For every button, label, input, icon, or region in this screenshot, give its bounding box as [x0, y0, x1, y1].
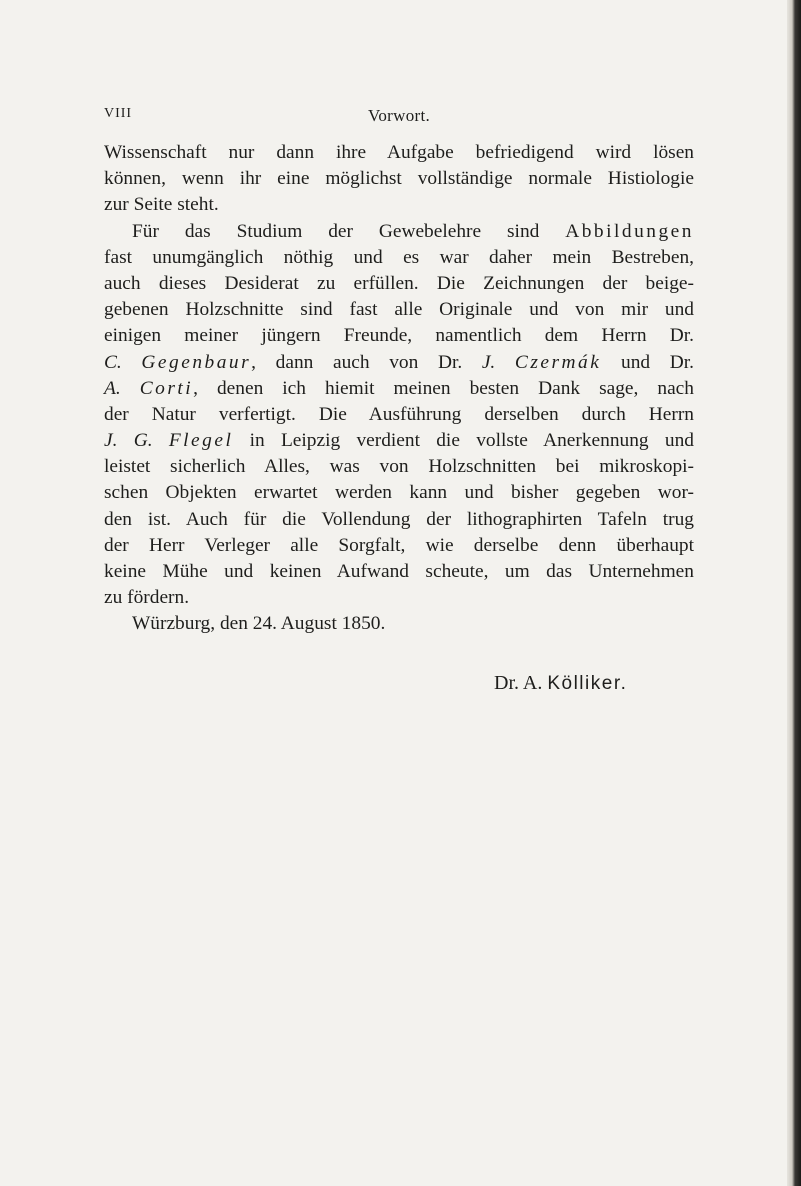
text-fragment: Wissenschaft nur dann ihre Aufgabe befriedigend wird lösen [104, 142, 694, 163]
page-number: VIII [104, 106, 133, 121]
text-line [104, 323, 694, 349]
running-title: Vorwort. [367, 106, 431, 125]
text-line [104, 507, 694, 533]
page-header [104, 106, 694, 128]
text-fragment: keine Mühe und keinen Aufwand scheute, um das Unternehmen [104, 561, 694, 582]
text-fragment: Abbildungen [565, 220, 694, 242]
text-fragment: der Natur verfertigt. Die Ausführung derselben durch Herrn [104, 403, 694, 425]
text-fragment: Corti [139, 377, 194, 399]
text-fragment: J. [481, 351, 515, 373]
signature [494, 672, 627, 695]
text-fragment: Würzburg, den 24. August 1850. [132, 613, 386, 635]
text-line [104, 454, 694, 480]
text-fragment: in Leipzig verdient die vollste Anerkennung und [233, 430, 694, 452]
text-fragment: C. [104, 351, 142, 373]
text-fragment: leistet sicherlich Alles, was von Holzschnitten bei mikroskopi- [104, 456, 694, 478]
text-fragment: fast unumgänglich nöthig und es war daher mein Bestreben, [104, 246, 694, 268]
text-line [104, 585, 694, 611]
page-edge [787, 0, 801, 1186]
text-fragment: können, wenn ihr eine möglichst vollständige normale Histiologie [104, 168, 694, 190]
text-fragment: Gegenbaur [141, 351, 252, 373]
text-fragment: Czermák [514, 351, 602, 373]
text-fragment: zur Seite steht. [104, 194, 219, 216]
text-line [104, 271, 694, 297]
preface-body [104, 140, 694, 638]
signature-name: Kölliker. [547, 673, 628, 694]
text-fragment: J. G. [104, 430, 169, 452]
text-line [104, 480, 694, 506]
text-fragment: , denen ich hiemit meinen besten Dank sage, nach [193, 377, 694, 399]
text-line [104, 192, 694, 218]
signature-prefix: Dr. A. [494, 672, 548, 694]
text-line [104, 428, 694, 454]
text-fragment: gebenen Holzschnitte sind fast alle Originale und von mir und [104, 299, 694, 321]
text-line [104, 376, 694, 402]
text-fragment: auch dieses Desiderat zu erfüllen. Die Zeichnungen der beige- [104, 272, 694, 294]
text-line [104, 297, 694, 323]
text-line [104, 219, 694, 245]
text-fragment: den ist. Auch für die Vollendung der lithographirten Tafeln trug [104, 508, 694, 530]
text-line [104, 166, 694, 192]
text-fragment: einigen meiner jüngern Freunde, namentlich dem Herrn Dr. [104, 325, 694, 347]
text-fragment: Für das Studium der Gewebelehre sind [132, 220, 566, 242]
text-fragment: zu fördern. [104, 587, 190, 609]
text-line [104, 350, 694, 376]
text-line [104, 140, 694, 166]
text-fragment: schen Objekten erwartet werden kann und bisher gegeben wor- [104, 482, 694, 504]
text-line [104, 402, 694, 428]
text-fragment: A. [104, 377, 140, 399]
text-fragment: der Herr Verleger alle Sorgfalt, wie derselbe denn überhaupt [104, 534, 694, 556]
text-line [104, 611, 694, 637]
text-fragment: , dann auch von Dr. [251, 351, 482, 373]
text-fragment: und Dr. [601, 351, 694, 373]
text-fragment: Flegel [168, 430, 234, 452]
text-line [104, 533, 694, 559]
text-line [104, 245, 694, 271]
text-line [104, 559, 694, 585]
